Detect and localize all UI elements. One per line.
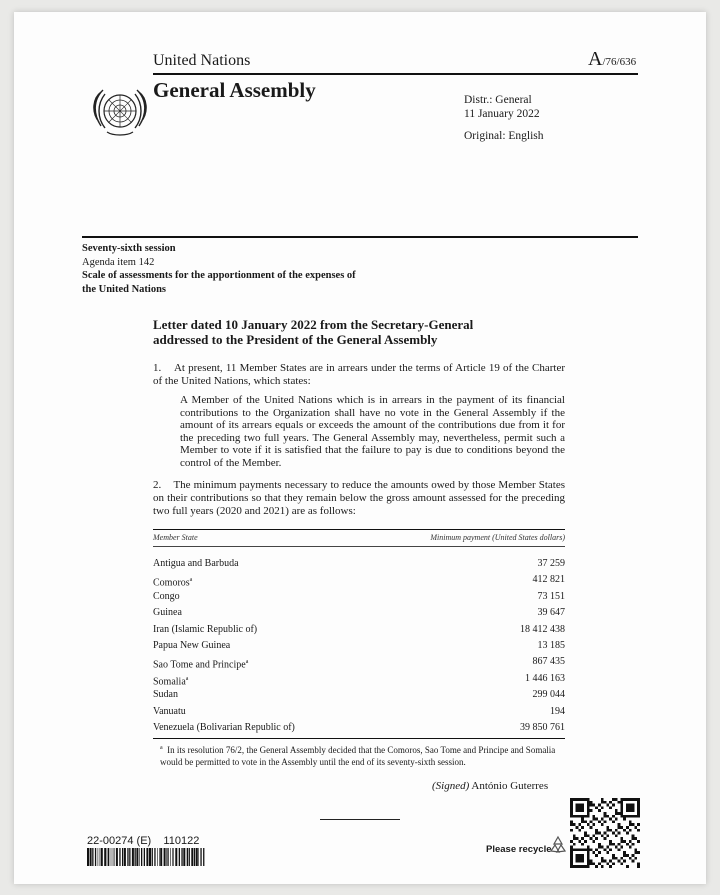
footnote-mark: a: [189, 577, 193, 584]
minimum-payment-amount: 13 185: [537, 639, 565, 651]
minimum-payment-amount: 39 850 761: [520, 721, 565, 733]
member-state-name: Guinea: [153, 607, 182, 619]
agenda-title-line1: Scale of assessments for the apportionment of the expenses of: [82, 270, 356, 281]
minimum-payment-amount: 412 821: [532, 574, 565, 586]
arrears-table: [153, 556, 565, 736]
table-row: [153, 589, 565, 605]
recycle-label: Please recycle: [486, 844, 552, 855]
minimum-payment-amount: 73 151: [537, 590, 565, 602]
minimum-payment-amount: 39 647: [537, 607, 565, 619]
paragraph-1-text: At present, 11 Member States are in arrears under the terms of Article 19 of the Charter of the United Nations, which states:: [153, 362, 565, 387]
agenda-title-line2: the United Nations: [82, 283, 167, 295]
footnote-mark: a: [185, 675, 189, 682]
table-row: [153, 605, 565, 621]
session-rule: [82, 236, 638, 238]
member-state-name: Congo: [153, 590, 180, 602]
table-top-rule: [153, 529, 565, 530]
document-symbol-letter: A: [588, 48, 603, 70]
table-footnote: [160, 743, 572, 768]
member-state-name: Venezuela (Bolivarian Republic of): [153, 721, 295, 733]
document-symbol: [588, 48, 636, 71]
footnote-text: In its resolution 76/2, the General Assembly decided that the Comoros, Sao Tome and Principe and Somalia would be permitted to vote in the Assembly until the end of its seventy-sixth session.: [160, 745, 556, 767]
minimum-payment-amount: 1 446 163: [525, 672, 565, 684]
table-bottom-rule: [153, 738, 565, 739]
qr-code-icon: [570, 798, 640, 868]
paragraph-2: [153, 479, 565, 518]
member-state-name: Sao Tome and Principe: [153, 659, 246, 671]
member-state-name: Sudan: [153, 689, 178, 701]
article-19-quote: A Member of the United Nations which is in arrears in the payment of its financial contributions to the Organization shall have no vote in the General Assembly if the amount of its arrears equals or exceeds the amount of the contributions due from it for the preceding two full years. The General Assembly may, nevertheless, permit such a Member to vote if it is satisfied that the failure to pay is due to conditions beyond the control of the Member.: [180, 394, 565, 469]
table-row: [153, 654, 565, 670]
signature: [432, 780, 548, 792]
member-state-name: Antigua and Barbuda: [153, 558, 239, 569]
letter-title-line1: Letter dated 10 January 2022 from the Secretary-General: [153, 317, 474, 332]
organ-title: General Assembly: [153, 78, 316, 102]
un-emblem-icon: [87, 78, 153, 144]
session-name: Seventy-sixth session: [82, 243, 176, 254]
member-state-name: Somalia: [153, 676, 186, 688]
minimum-payment-amount: 194: [550, 705, 565, 717]
signatory-name: António Guterres: [471, 780, 549, 792]
member-state-name: Papua New Guinea: [153, 639, 231, 651]
member-state-name: Comoros: [153, 577, 190, 589]
member-state-name: Vanuatu: [153, 705, 186, 717]
minimum-payment-amount: 299 044: [532, 689, 565, 701]
table-row: [153, 704, 565, 720]
organization-name: United Nations: [153, 52, 251, 69]
paragraph-2-text: The minimum payments necessary to reduce the amounts owed by those Member States on their contributions so that they remain below the gross amount assessed for the preceding two full years (2020 and 2021) are as follows:: [153, 479, 565, 517]
table-row: [153, 720, 565, 736]
footnote-mark: a: [160, 745, 163, 751]
paragraph-1-number: 1.: [153, 362, 162, 374]
member-state-name: Iran (Islamic Republic of): [153, 623, 258, 635]
agenda-item: Agenda item 142: [82, 256, 155, 268]
paragraph-1: [153, 362, 565, 388]
minimum-payment-amount: 867 435: [532, 656, 565, 668]
distribution-label: Distr.: General: [464, 94, 532, 106]
recycle-icon: [547, 834, 569, 856]
letter-title-line2: addressed to the President of the General Assembly: [153, 332, 438, 347]
header-rule: [153, 73, 638, 75]
table-row: [153, 622, 565, 638]
paragraph-2-number: 2.: [153, 479, 162, 491]
barcode-icon: [87, 848, 205, 866]
footnote-mark: a: [245, 659, 249, 666]
table-row: [153, 671, 565, 687]
job-number: 22-00274 (E) 110122: [87, 835, 200, 847]
minimum-payment-amount: 18 412 438: [520, 623, 565, 635]
document-page: [14, 12, 706, 884]
column-header-minimum-payment: Minimum payment (United States dollars): [430, 533, 565, 542]
table-row: [153, 572, 565, 588]
table-row: [153, 638, 565, 654]
minimum-payment-amount: 37 259: [537, 558, 565, 569]
document-date: 11 January 2022: [464, 108, 540, 120]
letter-title: [153, 317, 573, 347]
table-header: [153, 533, 565, 542]
column-header-member-state: Member State: [153, 533, 198, 542]
table-row: [153, 556, 565, 572]
original-language: Original: English: [464, 130, 544, 142]
session-block: [82, 242, 442, 296]
table-row: [153, 687, 565, 703]
distribution-block: [464, 93, 540, 121]
table-header-rule: [153, 546, 565, 547]
signed-label: (Signed): [432, 780, 470, 792]
closing-rule: [320, 819, 400, 820]
document-symbol-number: /76/636: [602, 56, 637, 68]
